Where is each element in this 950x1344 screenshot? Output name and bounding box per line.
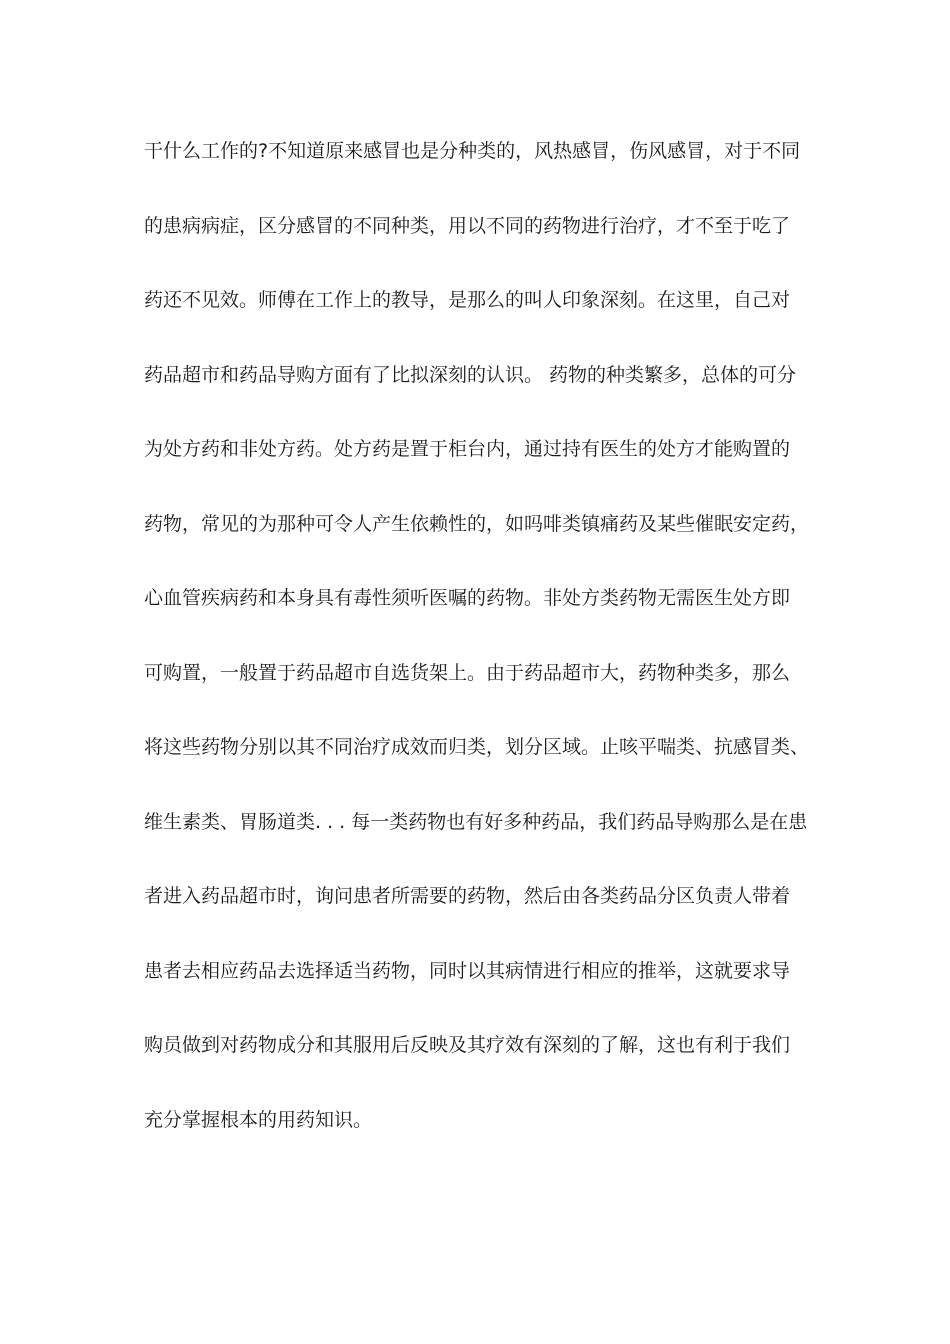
body-paragraph bbox=[144, 131, 814, 1174]
text-line-9: 将这些药物分别以其不同治疗成效而归类，划分区域。止咳平喘类、抗感冒类、 bbox=[144, 736, 810, 758]
text-line-7: 心血管疾病药和本身具有毒性须听医嘱的药物。非处方类药物无需医生处方即 bbox=[144, 587, 791, 609]
text-line-12: 患者去相应药品去选择适当药物，同时以其病情进行相应的推举，这就要求导 bbox=[144, 959, 791, 982]
text-line-5: 为处方药和非处方药。处方药是置于柜台内，通过持有医生的处方才能购置的 bbox=[144, 438, 791, 460]
text-line-1: 干什么工作的?不知道原来感冒也是分种类的，风热感冒，伤风感冒，对于不同 bbox=[144, 140, 801, 162]
text-line-10: 维生素类、胃肠道类. . . 每一类药物也有好多种药品，我们药品导购那么是在患 bbox=[144, 810, 808, 833]
text-line-6: 药物，常见的为那种可令人产生依赖性的，如吗啡类镇痛药及某些催眠安定药， bbox=[144, 512, 810, 535]
text-line-2: 的患病病症，区分感冒的不同种类，用以不同的药物进行治疗，才不至于吃了 bbox=[144, 214, 791, 237]
text-line-13: 购员做到对药物成分和其服用后反映及其疗效有深刻的了解，这也有利于我们 bbox=[144, 1034, 791, 1056]
text-line-4: 药品超市和药品导购方面有了比拟深刻的认识。 药物的种类繁多，总体的可分 bbox=[144, 363, 797, 386]
text-line-11: 者进入药品超市时，询问患者所需要的药物，然后由各类药品分区负责人带着 bbox=[144, 885, 791, 907]
text-line-8: 可购置，一般置于药品超市自选货架上。由于药品超市大，药物种类多，那么 bbox=[144, 661, 791, 684]
text-line-14: 充分掌握根本的用药知识。 bbox=[144, 1108, 373, 1131]
text-line-3: 药还不见效。师傅在工作上的教导，是那么的叫人印象深刻。在这里，自己对 bbox=[144, 289, 791, 311]
